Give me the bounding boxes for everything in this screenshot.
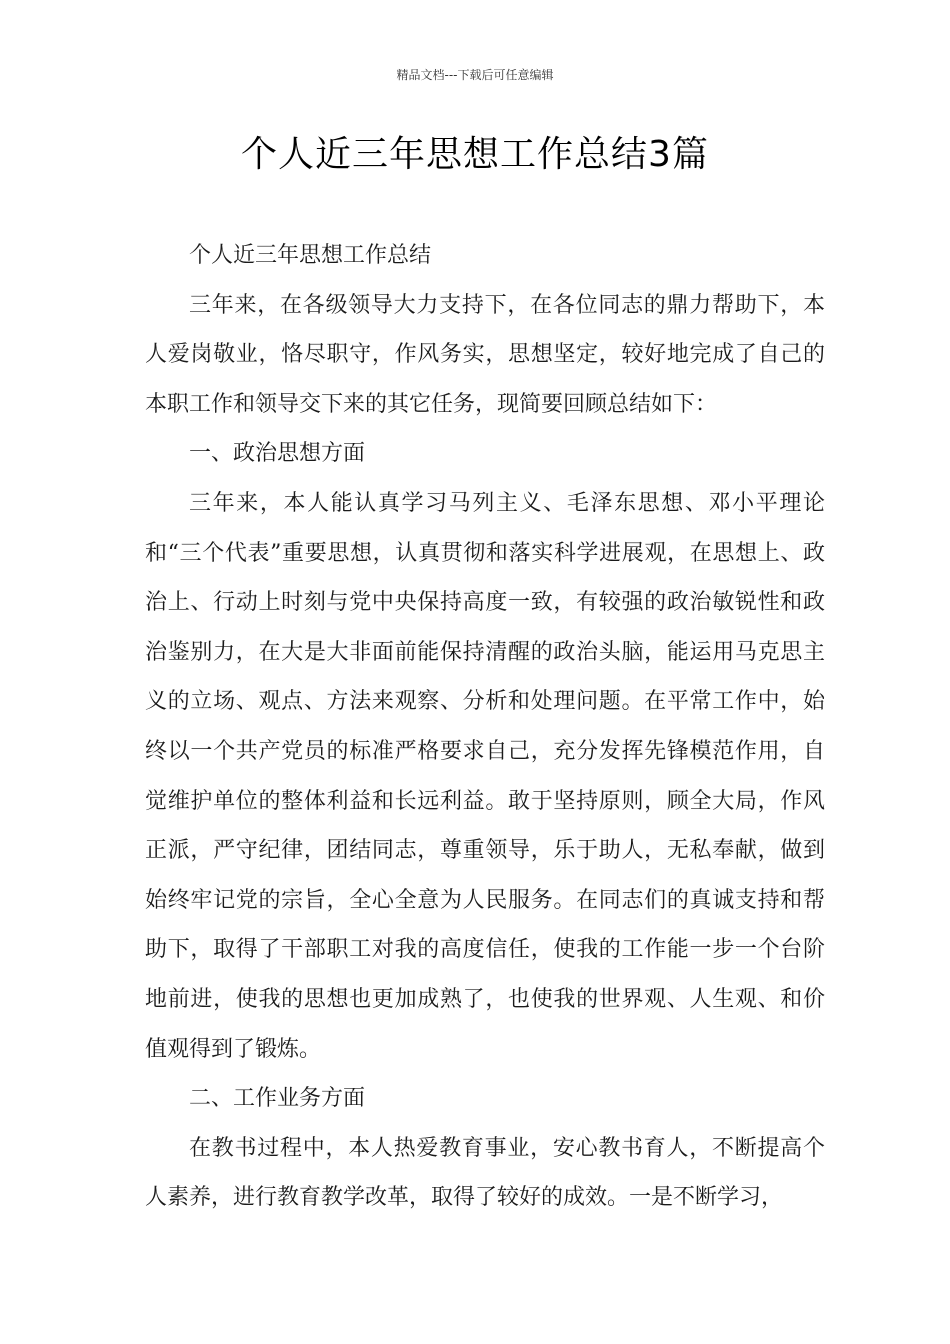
section-heading-political: 一、政治思想方面 bbox=[189, 441, 366, 467]
paragraph-subtitle: 个人近三年思想工作总结 bbox=[189, 243, 432, 268]
document-title: 个人近三年思想工作总结3篇 bbox=[241, 134, 709, 175]
section-heading-work: 二、工作业务方面 bbox=[189, 1086, 366, 1112]
paragraph-work: 在教书过程中，本人热爱教育事业，安心教书育人，不断提高个人素养，进行教育教学改革，取得了较好的成效。一是不断学习， bbox=[145, 1135, 825, 1211]
header-note: 精品文档---下载后可任意编辑 bbox=[396, 68, 554, 82]
paragraph-intro: 三年来，在各级领导大力支持下，在各位同志的鼎力帮助下，本人爱岗敬业，恪尽职守，作风务实，思想坚定，较好地完成了自己的本职工作和领导交下来的其它任务，现简要回顾总结如下： bbox=[145, 292, 825, 417]
paragraph-political: 三年来，本人能认真学习马列主义、毛泽东思想、邓小平理论和“三个代表”重要思想，认真贯彻和落实科学进展观，在思想上、政治上、行动上时刻与党中央保持高度一致，有较强的政治敏锐性和政治鉴别力，在大是大非面前能保持清醒的政治头脑，能运用马克思主义的立场、观点、方法来观察、分析和处理问题。在平常工作中，始终以一个共产党员的标准严格要求自己，充分发挥先锋模范作用，自觉维护单位的整体利益和长远利益。敢于坚持原则，顾全大局，作风正派，严守纪律，团结同志，尊重领导，乐于助人，无私奉献，做到始终牢记党的宗旨，全心全意为人民服务。在同志们的真诚支持和帮助下，取得了干部职工对我的高度信任，使我的工作能一步一个台阶地前进，使我的思想也更加成熟了，也使我的世界观、人生观、和价值观得到了锻炼。 bbox=[145, 490, 825, 1062]
document-body bbox=[145, 231, 825, 1223]
